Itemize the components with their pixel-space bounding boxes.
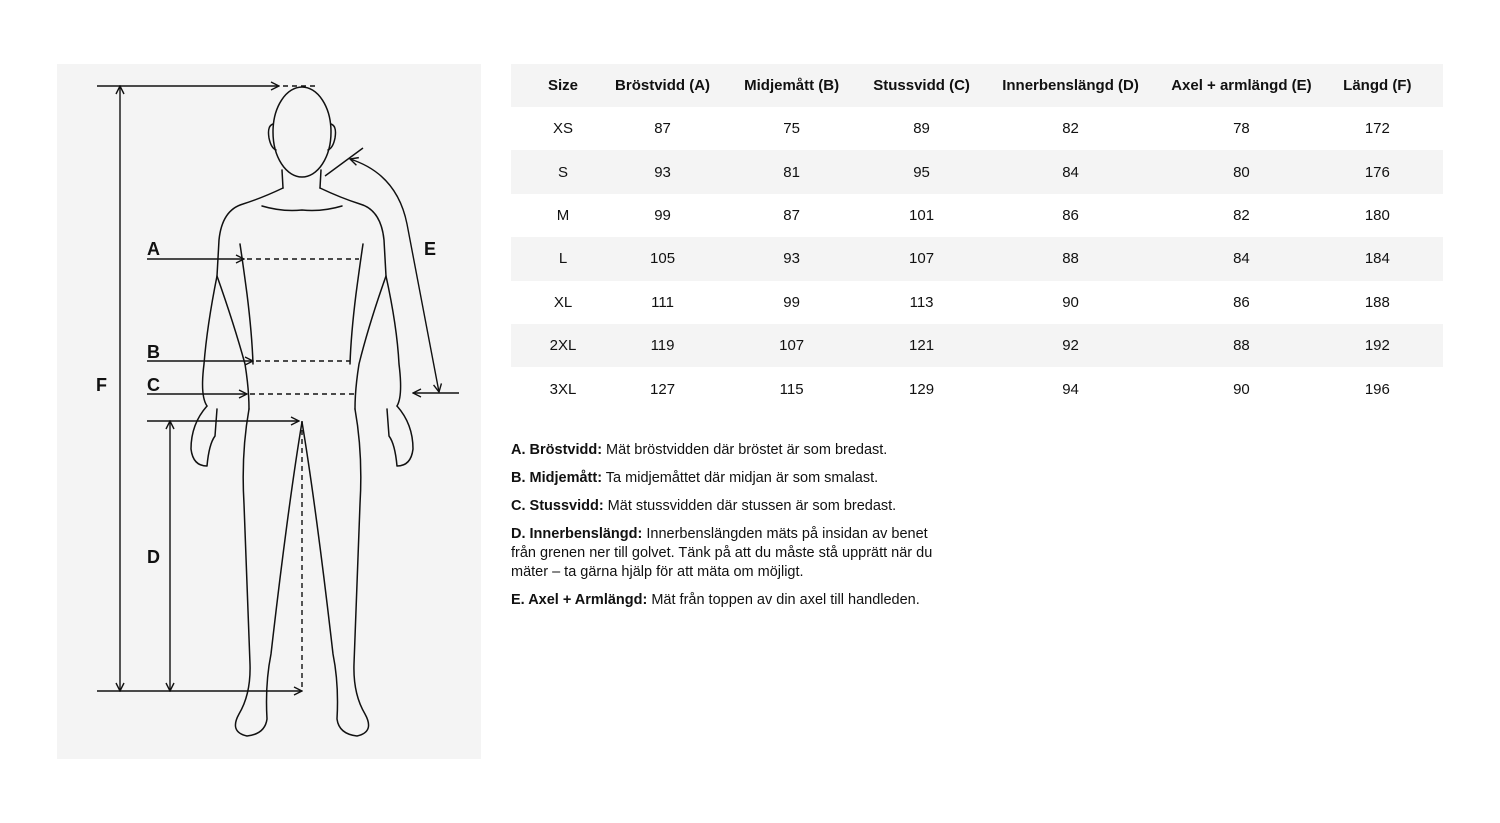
table-row bbox=[511, 150, 1443, 193]
cell-size: XS bbox=[553, 120, 574, 138]
measurement-figure-panel bbox=[57, 64, 481, 759]
cell-height: 184 bbox=[1312, 237, 1443, 280]
note-shoulder-arm bbox=[511, 591, 951, 610]
note-waist bbox=[511, 469, 951, 488]
cell-shoulder-arm: 86 bbox=[1233, 293, 1250, 311]
note-term: B. Midjemått: bbox=[511, 470, 603, 486]
cell-inseam: 88 bbox=[970, 237, 1171, 280]
cell-size: M bbox=[556, 206, 570, 224]
label-e: E bbox=[424, 239, 437, 259]
header-waist: Midjemått (B) bbox=[710, 64, 873, 107]
cell-shoulder-arm: 80 bbox=[1171, 150, 1311, 193]
note-term: C. Stussvidd: bbox=[511, 498, 604, 514]
cell-hip: 101 bbox=[909, 206, 935, 224]
header-hip: Stussvidd (C) bbox=[873, 64, 970, 107]
measurement-notes bbox=[511, 441, 951, 619]
note-inseam bbox=[511, 525, 951, 582]
note-text: Mät från toppen av din axel till handleden. bbox=[647, 592, 920, 608]
note-text: Innerbenslängden mäts på insidan av benet från grenen ner till golvet. Tänk på att du måste stå upprätt när du mäter – ta gärna hjälp för att mäta om möjligt. bbox=[511, 526, 933, 580]
cell-hip: 113 bbox=[909, 293, 934, 311]
body-measurement-illustration bbox=[57, 64, 481, 759]
cell-inseam: 90 bbox=[1062, 293, 1079, 311]
cell-waist: 87 bbox=[783, 206, 800, 224]
cell-shoulder-arm: 82 bbox=[1233, 206, 1250, 224]
label-b: B bbox=[147, 342, 160, 362]
cell-height: 172 bbox=[1364, 120, 1390, 138]
cell-inseam: 94 bbox=[1062, 380, 1079, 398]
size-chart-table bbox=[511, 64, 1443, 411]
header-chest: Bröstvidd (A) bbox=[615, 64, 710, 107]
table-row bbox=[511, 324, 1443, 367]
cell-inseam: 86 bbox=[1062, 206, 1079, 224]
cell-chest: 99 bbox=[654, 206, 671, 224]
table-row bbox=[511, 194, 1443, 237]
note-term: D. Innerbenslängd: bbox=[511, 526, 643, 542]
cell-height: 176 bbox=[1312, 150, 1443, 193]
cell-size: XL bbox=[553, 293, 573, 311]
note-term: E. Axel + Armlängd: bbox=[511, 592, 648, 608]
cell-inseam: 82 bbox=[1062, 120, 1079, 138]
cell-size: S bbox=[511, 150, 615, 193]
note-text: Mät stussvidden där stussen är som bredast. bbox=[603, 498, 897, 514]
cell-waist: 75 bbox=[783, 120, 800, 138]
label-a: A bbox=[147, 239, 160, 259]
cell-size: 2XL bbox=[511, 324, 615, 367]
cell-chest: 119 bbox=[615, 324, 710, 367]
table-header-row bbox=[511, 64, 1443, 107]
cell-size: 3XL bbox=[549, 380, 577, 398]
cell-height: 196 bbox=[1364, 380, 1390, 398]
cell-chest: 105 bbox=[615, 237, 710, 280]
cell-height: 192 bbox=[1312, 324, 1443, 367]
table-row bbox=[511, 281, 1443, 324]
cell-chest: 111 bbox=[651, 293, 674, 311]
header-height: Längd (F) bbox=[1312, 64, 1443, 107]
label-c: C bbox=[147, 375, 160, 395]
cell-waist: 93 bbox=[710, 237, 873, 280]
cell-hip: 95 bbox=[873, 150, 970, 193]
note-text: Mät bröstvidden där bröstet är som bredast. bbox=[602, 442, 888, 458]
note-chest bbox=[511, 441, 951, 460]
header-inseam: Innerbenslängd (D) bbox=[970, 64, 1171, 107]
table-row bbox=[511, 367, 1443, 410]
cell-waist: 99 bbox=[783, 293, 800, 311]
cell-waist: 81 bbox=[710, 150, 873, 193]
cell-shoulder-arm: 84 bbox=[1171, 237, 1311, 280]
cell-size: L bbox=[511, 237, 615, 280]
cell-inseam: 84 bbox=[970, 150, 1171, 193]
cell-hip: 89 bbox=[913, 120, 930, 138]
cell-waist: 107 bbox=[710, 324, 873, 367]
cell-waist: 115 bbox=[779, 380, 804, 398]
cell-chest: 87 bbox=[654, 120, 671, 138]
cell-height: 180 bbox=[1364, 206, 1390, 224]
cell-hip: 121 bbox=[873, 324, 970, 367]
note-hip bbox=[511, 497, 951, 516]
cell-shoulder-arm: 88 bbox=[1171, 324, 1311, 367]
cell-hip: 129 bbox=[909, 380, 935, 398]
label-d: D bbox=[147, 547, 160, 567]
cell-shoulder-arm: 78 bbox=[1233, 120, 1250, 138]
cell-chest: 93 bbox=[615, 150, 710, 193]
cell-height: 188 bbox=[1364, 293, 1390, 311]
note-text: Ta midjemåttet där midjan är som smalast. bbox=[602, 470, 879, 486]
table-row bbox=[511, 237, 1443, 280]
cell-inseam: 92 bbox=[970, 324, 1171, 367]
table-row bbox=[511, 107, 1443, 150]
cell-hip: 107 bbox=[873, 237, 970, 280]
header-size: Size bbox=[511, 64, 615, 107]
cell-chest: 127 bbox=[650, 380, 676, 398]
cell-shoulder-arm: 90 bbox=[1233, 380, 1250, 398]
header-shoulder-arm: Axel + armlängd (E) bbox=[1171, 64, 1311, 107]
note-term: A. Bröstvidd: bbox=[511, 442, 603, 458]
label-f: F bbox=[96, 375, 107, 395]
